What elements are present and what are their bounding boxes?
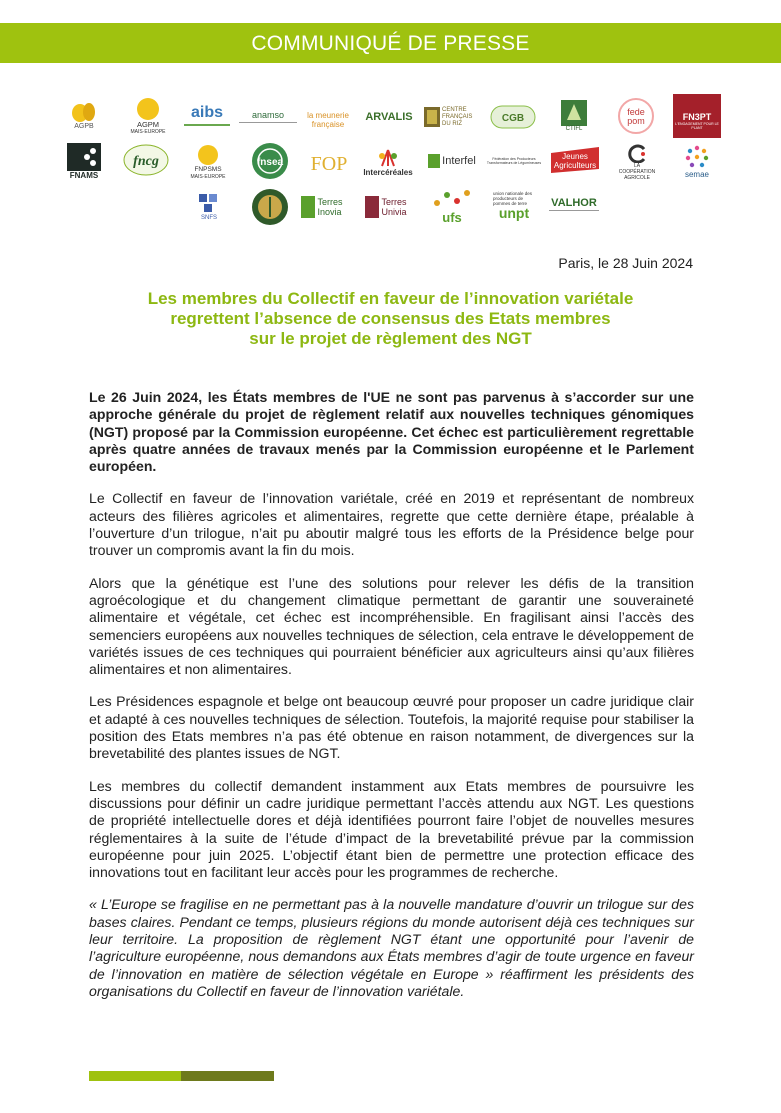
ufs-logo: [426, 184, 478, 228]
fn3pt-logo-text: FN3PT: [682, 112, 712, 122]
fnpsms-logo: [189, 141, 227, 183]
centre-riz-logo: [423, 104, 479, 130]
fedepom-logo: [614, 96, 658, 136]
ctifl-logo: [557, 98, 591, 134]
interfel-logo: [424, 150, 480, 172]
svg-text:fnsea: fnsea: [256, 157, 284, 168]
body-paragraph: Le Collectif en faveur de l’innovation variétale, créé en 2019 et représentant de nombreux acteurs des filières agricoles et alimentaires, regrette que cette dernière étape, préalable à l’ouverture d’un trilogue, n’ait pu aboutir malgré tous les efforts de la Présidence belge pour trouver un compromis avant la fin du mois.: [89, 490, 694, 559]
cgb-logo: [488, 104, 538, 130]
svg-text:Jeunes: Jeunes: [562, 152, 588, 161]
fn3pt-logo: [673, 94, 721, 138]
terres-inovia-logo: [300, 192, 360, 222]
body-paragraph: Les membres du collectif demandent instamment aux Etats membres de poursuivre les discussions pour définir un cadre juridique permettant l’accès attendu aux NGT. Les questions de propriété intellectuelle dores et déjà identifiées pourront faire l’objet de nouvelles mesures réglementaires à la suite de l’étude d’impact de la brevetabilité prévue par la commission européenne pour juin 2025. L’objectif étant bien de permettre une protection efficace des innovations tout en facilitant leur accès pour les programmes de recherche.: [89, 777, 694, 881]
svg-text:pom: pom: [627, 116, 645, 126]
meunerie-logo: [300, 106, 356, 134]
centre-riz-logo-text: CENTRE FRANÇAIS DU RIZ: [442, 106, 473, 127]
footer-bar-dark: [181, 1071, 274, 1081]
fop-logo: [306, 144, 352, 182]
meunerie-logo-text: la meunerie française: [307, 111, 349, 129]
federation-legumineuses-logo: [482, 150, 546, 172]
lead-paragraph: Le 26 Juin 2024, les États membres de l'UE ne sont pas parvenus à s’accorder sur une approche générale du projet de règlement relatif aux nouvelles techniques génomiques (NGT) proposé par la Commission européenne. Cet échec est particulièrement regrettable après quatre années de travaux menés par la Commission européenne et le Parlement européen.: [89, 389, 694, 475]
terres-univia-text: Terres Univia: [381, 197, 407, 217]
title-line: sur le projet de règlement des NGT: [249, 329, 532, 348]
snfs-logo: [193, 190, 225, 224]
arvalis-logo-text: ARVALIS: [365, 111, 413, 123]
anamso-logo: [236, 106, 300, 128]
svg-text:fncg: fncg: [133, 154, 159, 169]
cooperation-agricole-text: LA COOPÉRATION AGRICOLE: [618, 163, 656, 181]
arvalis-logo: [360, 106, 418, 128]
seed-logo: [250, 187, 290, 227]
quote-paragraph: « L’Europe se fragilise en ne permettant pas à la nouvelle mandature d’ouvrir un trilogue sur des bases claires. Pendant ce temps, plusieurs régions du monde autorisent déjà ces techniques sur leur territoire. La proposition de règlement NGT étant une opportunité pour l’avenir de l’agriculture européenne, nous demandons aux États membres d’agir de toute urgence en faveur de l’innovation en matière de sélection végétale en Europe » réaffirment les présidents des organisations du Collectif en faveur de l’innovation variétale.: [89, 896, 694, 999]
svg-text:CGB: CGB: [501, 113, 525, 124]
semae-logo: [678, 142, 716, 182]
cooperation-agricole-logo: [615, 142, 659, 182]
svg-text:Agriculteurs: Agriculteurs: [553, 161, 597, 170]
terres-univia-logo: [364, 192, 424, 222]
svg-text:FOP: FOP: [310, 153, 348, 175]
snfs-logo-text: SNFS: [200, 215, 217, 221]
unpt-logo-sub: union nationale des producteurs de pommes de terre: [493, 191, 533, 206]
svg-text:fede: fede: [627, 107, 645, 117]
agpm-logo-text: AGPM: [136, 120, 160, 129]
fnpsms-logo-text: FNPSMS: [194, 166, 222, 173]
agpb-logo: [66, 98, 102, 134]
ctifl-logo-text: CTIFL: [565, 125, 583, 132]
aibs-logo: [181, 100, 233, 132]
unpt-logo-text: unpt: [498, 205, 530, 221]
federation-logo-text: Fédération des Producteurs Transformateurs de Légumineuses: [486, 156, 542, 165]
fnams-logo: [66, 141, 102, 183]
ufs-logo-text: ufs: [442, 210, 462, 225]
valhor-logo-text: VALHOR: [551, 197, 597, 209]
agpm-logo-sub: MAIS·EUROPE: [130, 129, 166, 135]
intercereales-logo: [363, 146, 413, 180]
agpb-logo-text: AGPB: [74, 123, 94, 130]
semae-logo-text: semae: [684, 170, 709, 179]
fnpsms-logo-sub: MAIS·EUROPE: [190, 174, 226, 180]
title-line: regrettent l’absence de consensus des Etats membres: [170, 309, 611, 328]
aibs-logo-text: aibs: [190, 104, 223, 121]
terres-inovia-text: Terres Inovia: [317, 197, 343, 217]
anamso-logo-text: anamso: [251, 109, 285, 120]
intercereales-logo-text: Intercéréales: [363, 168, 413, 177]
press-release-date: Paris, le 28 Juin 2024: [558, 255, 693, 271]
interfel-logo-text: Interfel: [442, 155, 476, 167]
fn3pt-logo-sub: L'ENGAGEMENT POUR LE PLANT: [675, 122, 719, 130]
title-line: Les membres du Collectif en faveur de l’innovation variétale: [147, 289, 634, 308]
body-paragraph: Les Présidences espagnole et belge ont beaucoup œuvré pour proposer un cadre juridique clair et adapté à ces nouvelles techniques de sélection. Toutefois, la majorité requise pour stabiliser la position des Etats membres n’a pas été obtenue en raison notamment, de divergences sur la brevetabilité des plantes issues de NGT.: [89, 693, 694, 762]
press-release-banner: COMMUNIQUÉ DE PRESSE: [0, 23, 781, 63]
valhor-logo: [546, 194, 602, 216]
press-release-body: [89, 389, 694, 1015]
fnsea-logo: [250, 141, 290, 181]
partner-logos: [0, 0, 781, 240]
agpm-logo: [128, 95, 168, 137]
fncg-logo: [120, 142, 172, 178]
unpt-logo: [492, 184, 536, 228]
fnams-logo-text: FNAMS: [69, 171, 99, 180]
jeunes-agriculteurs-logo: [548, 144, 602, 176]
body-paragraph: Alors que la génétique est l’une des solutions pour relever les défis de la transition agroécologique et du changement climatique permettant de garantir une souveraineté alimentaire et végétale, cet échec est incompréhensible. En fragilisant ainsi l’accès des semenciers européens aux nouvelles techniques de sélection, cela entrave le développement de variétés issues de ces techniques qui pourraient bénéficier aux agriculteurs ainsi qu’aux filières alimentaires et non alimentaires.: [89, 574, 694, 678]
footer-bar-light: [89, 1071, 181, 1081]
press-release-title: [90, 289, 691, 349]
